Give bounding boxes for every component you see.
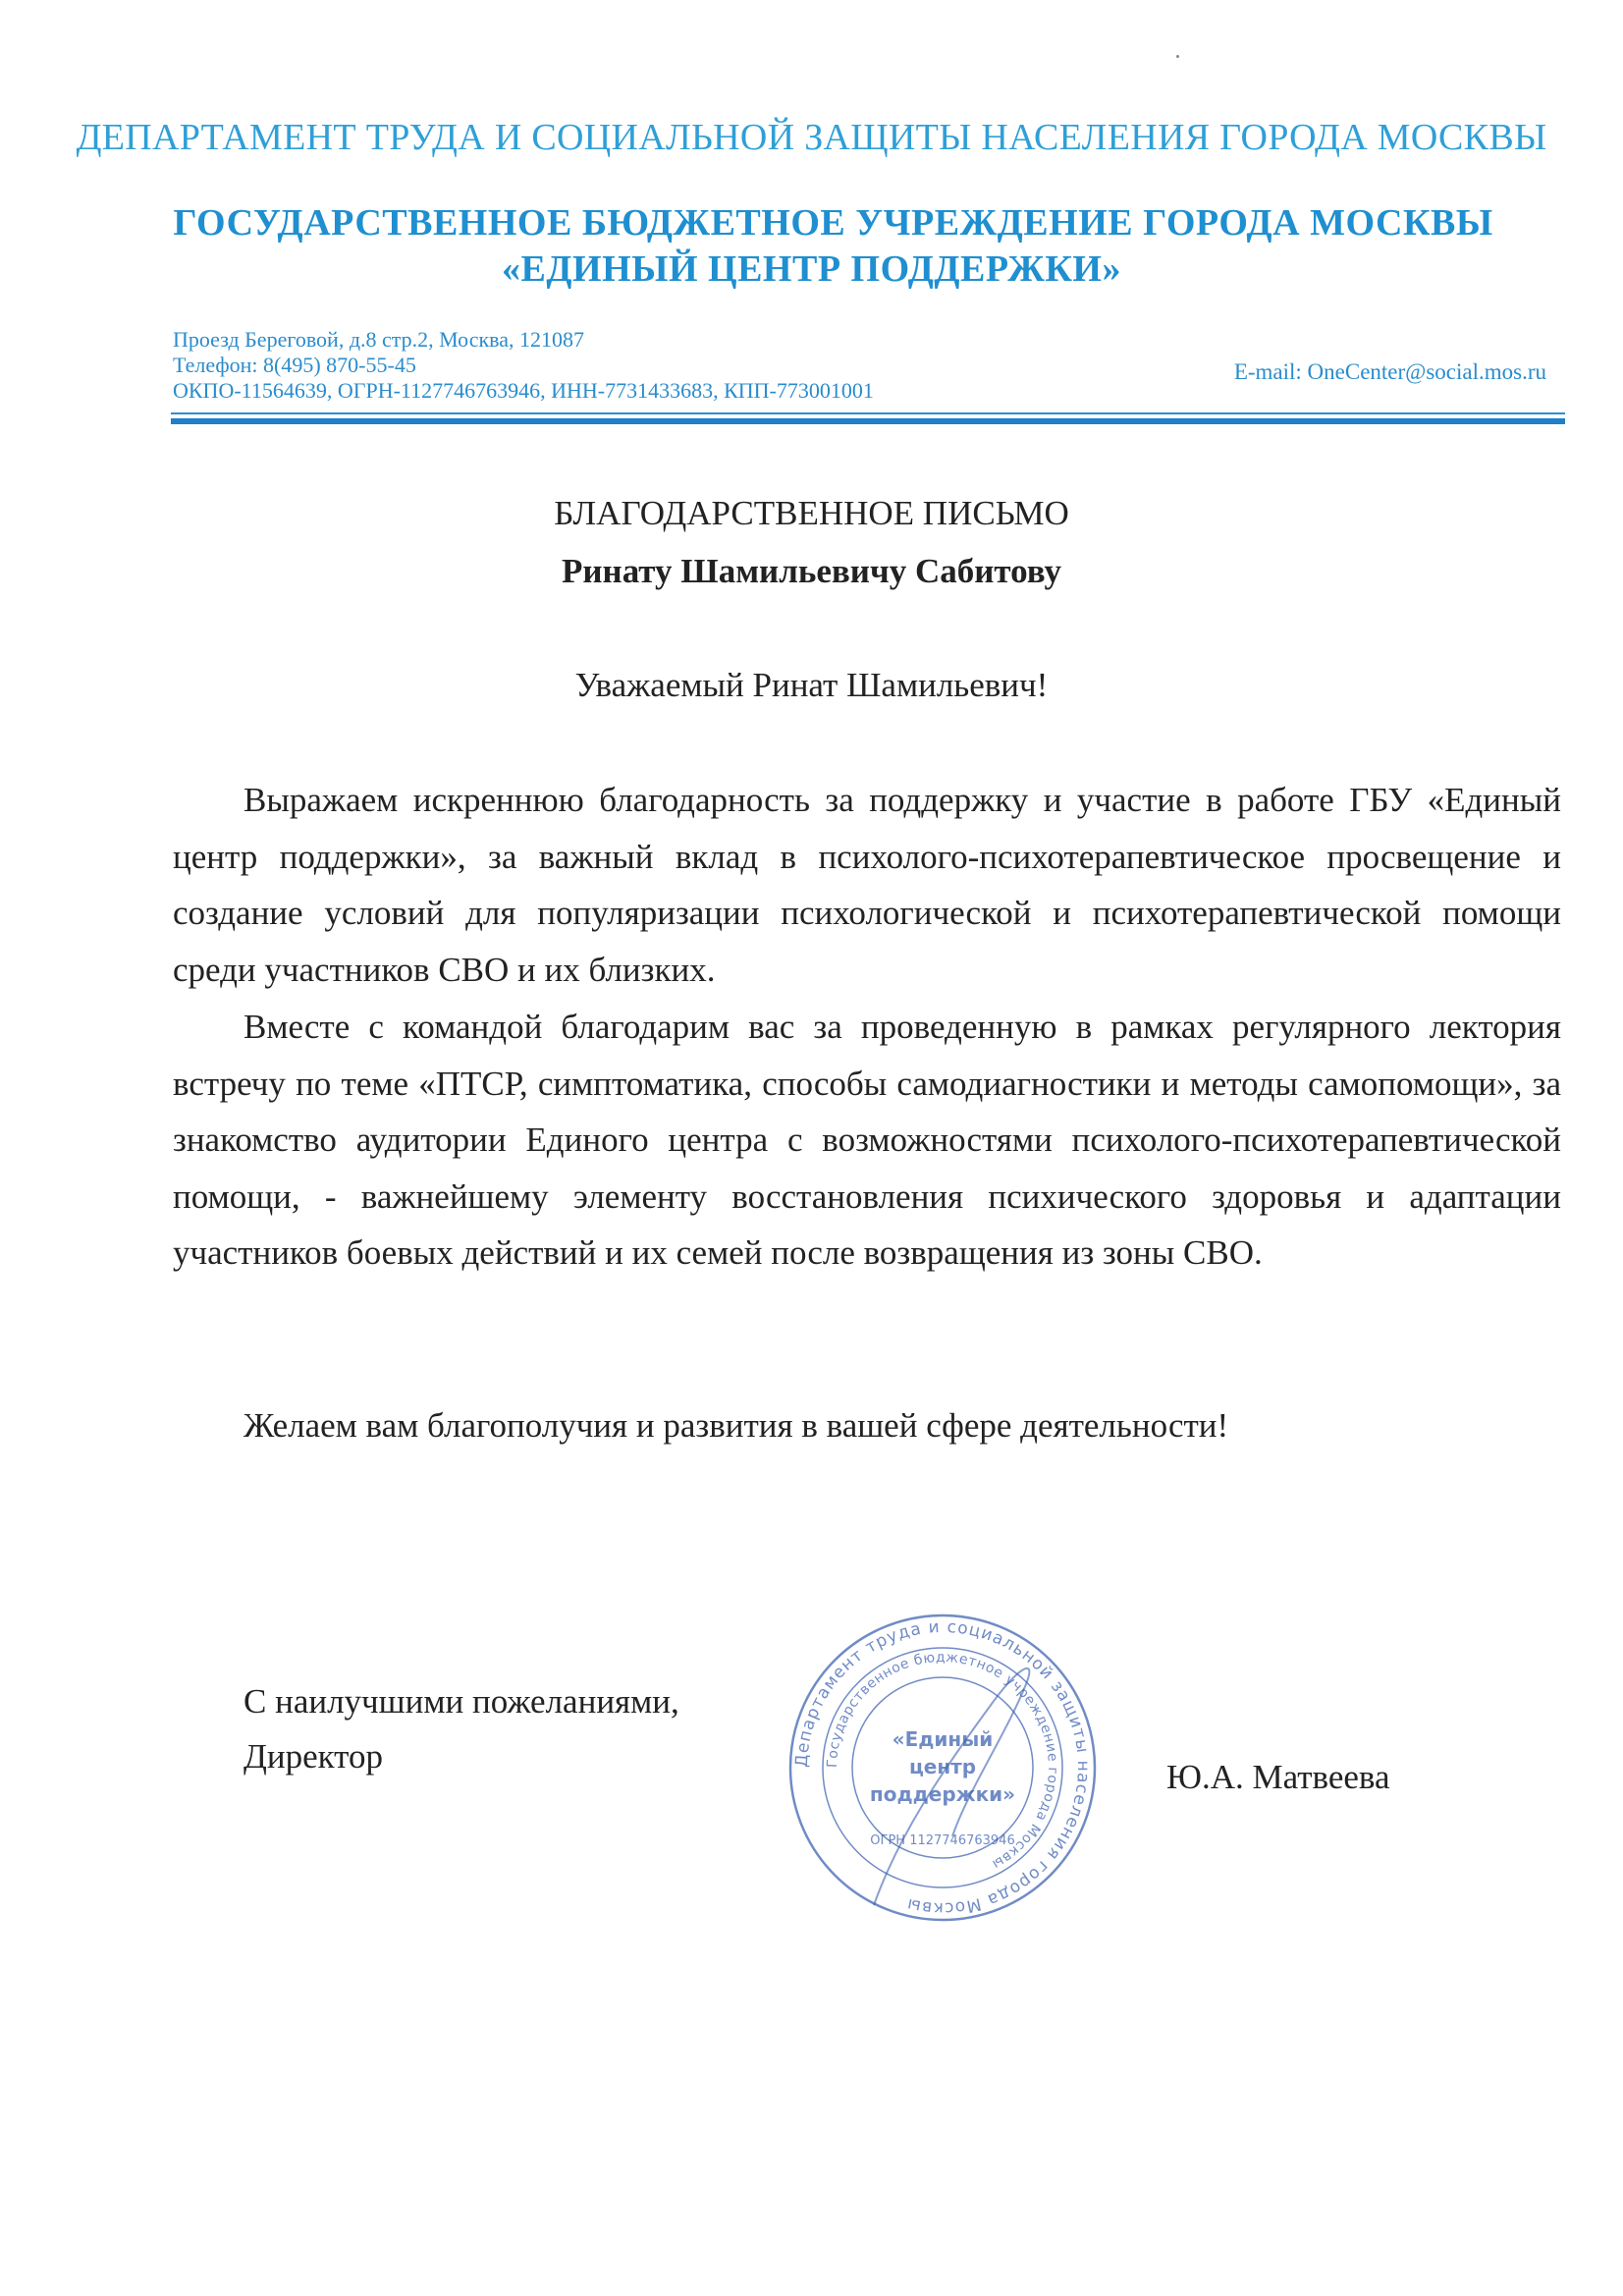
greeting: Уважаемый Ринат Шамильевич! bbox=[574, 666, 1049, 704]
closing-wish: Желаем вам благополучия и развития в вашей сфере деятельности! bbox=[243, 1406, 1229, 1445]
phone-text: Телефон: 8(495) 870-55-45 bbox=[173, 353, 416, 377]
contact-block bbox=[173, 327, 874, 404]
signer-position: Директор bbox=[243, 1737, 384, 1776]
stamp-center-line1: «Единый bbox=[892, 1727, 994, 1751]
letterhead-divider-thin bbox=[171, 412, 1565, 414]
address-text: Проезд Береговой, д.8 стр.2, Москва, 121087 bbox=[173, 327, 585, 352]
closing-salutation: С наилучшими пожеланиями, bbox=[243, 1682, 679, 1721]
body-paragraph-2: Вместе с командой благодарим вас за проведенную в рамках регулярного лектория встречу по теме «ПТСР, симптоматика, способы самодиагностики и методы самопомощи», за знакомство аудитории Единого центра с возможностями психолого-психотерапевтической помощи, - важнейшему элементу восстановления психического здоровья и адаптации участников боевых действий и их семей после возвращения из зоны СВО. bbox=[173, 1008, 1561, 1272]
signer-name: Ю.А. Матвеева bbox=[1166, 1758, 1390, 1796]
email-text: E-mail: OneCenter@social.mos.ru bbox=[1233, 359, 1546, 384]
stamp-center-line2: центр bbox=[908, 1755, 977, 1778]
organization-stamp bbox=[781, 1611, 1105, 1925]
stamp-inner-text: Государственное бюджетное учреждение города Москвы bbox=[824, 1649, 1061, 1873]
letterhead-divider-thick bbox=[171, 418, 1565, 424]
recipient-name: Ринату Шамильевичу Сабитову bbox=[562, 552, 1061, 590]
letter-title: БЛАГОДАРСТВЕННОЕ ПИСЬМО bbox=[554, 494, 1069, 532]
department-name: ДЕПАРТАМЕНТ ТРУДА И СОЦИАЛЬНОЙ ЗАЩИТЫ НАСЕЛЕНИЯ ГОРОДА МОСКВЫ bbox=[76, 117, 1547, 158]
stamp-center-line3: поддержки» bbox=[869, 1782, 1016, 1806]
organization-name-line2: «ЕДИНЫЙ ЦЕНТР ПОДДЕРЖКИ» bbox=[502, 248, 1121, 290]
closing-block bbox=[243, 1674, 679, 1784]
stamp-number: ОГРН 1127746763946 bbox=[870, 1833, 1015, 1848]
scan-speck bbox=[1176, 55, 1179, 58]
organization-name-line1: ГОСУДАРСТВЕННОЕ БЮДЖЕТНОЕ УЧРЕЖДЕНИЕ ГОРОДА МОСКВЫ bbox=[173, 202, 1493, 244]
body-paragraph-1: Выражаем искреннюю благодарность за поддержку и участие в работе ГБУ «Единый центр поддержки», за важный вклад в психолого-психотерапевтическое просвещение и создание условий для популяризации психологической и психотерапевтической помощи среди участников СВО и их близких. bbox=[173, 781, 1561, 989]
registration-codes: ОКПО-11564639, ОГРН-1127746763946, ИНН-7731433683, КПП-773001001 bbox=[173, 378, 874, 403]
stamp-outer-text: Департамент труда и социальной защиты населения города Москвы bbox=[791, 1616, 1094, 1919]
